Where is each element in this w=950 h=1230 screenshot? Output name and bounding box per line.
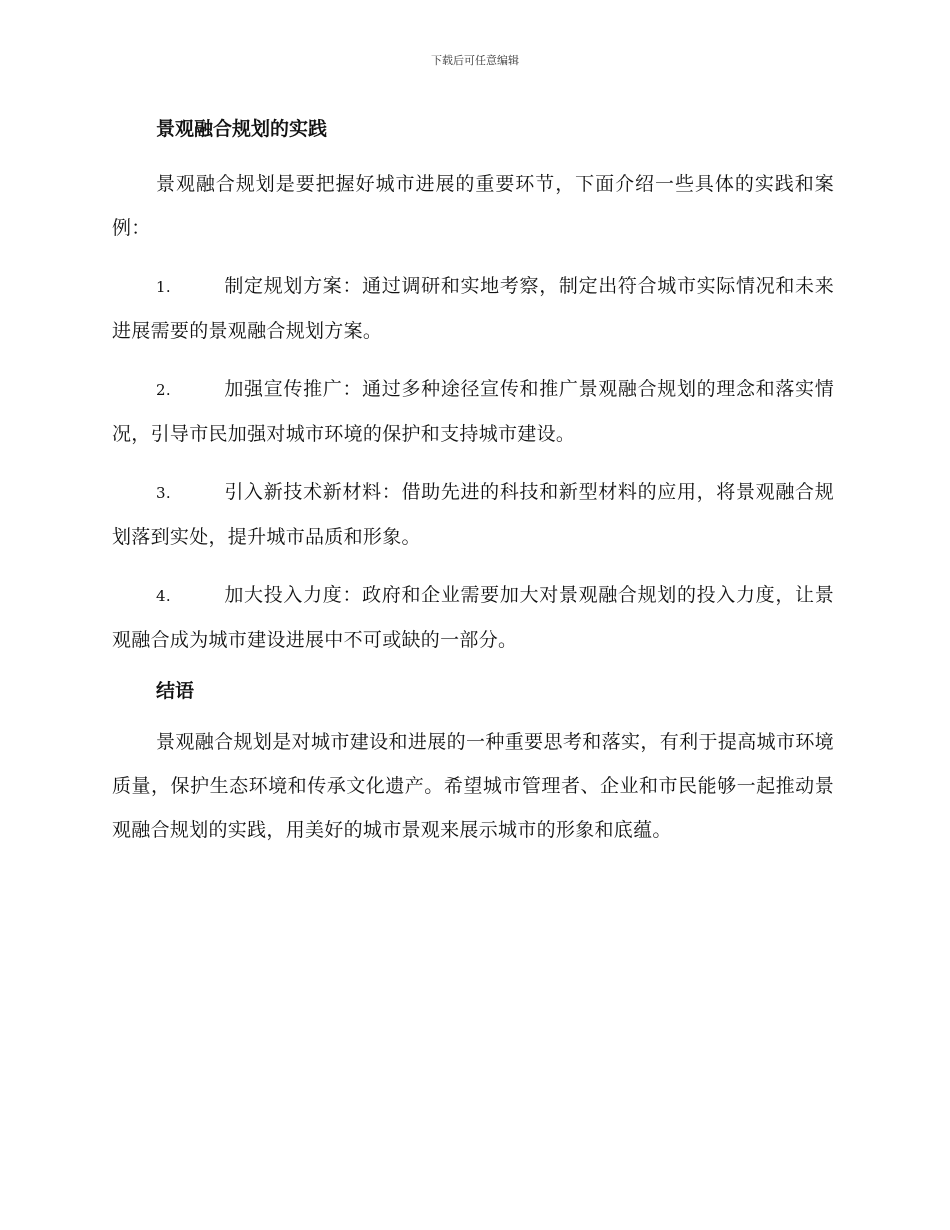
document-body [112, 110, 834, 852]
list-item [112, 573, 834, 662]
intro-paragraph: 景观融合规划是要把握好城市进展的重要环节，下面介绍一些具体的实践和案例： [112, 173, 834, 239]
list-text: 制定规划方案：通过调研和实地考察，制定出符合城市实际情况和未来进展需要的景观融合规划方案。 [112, 275, 834, 342]
list-text: 加大投入力度：政府和企业需要加大对景观融合规划的投入力度，让景观融合成为城市建设进展中不可或缺的一部分。 [112, 584, 834, 651]
list-number: 4. [156, 587, 171, 605]
list-text: 加强宣传推广：通过多种途径宣传和推广景观融合规划的理念和落实情况，引导市民加强对城市环境的保护和支持城市建设。 [112, 378, 834, 445]
list-number: 3. [156, 484, 171, 502]
list-item [112, 367, 834, 456]
section-title-practice: 景观融合规划的实践 [156, 118, 328, 140]
list-number: 1. [156, 278, 171, 296]
list-item [112, 264, 834, 353]
list-number: 2. [156, 381, 171, 399]
page-header-note: 下载后可任意编辑 [431, 54, 519, 67]
list-text: 引入新技术新材料：借助先进的科技和新型材料的应用，将景观融合规划落到实处，提升城市品质和形象。 [112, 481, 834, 548]
section-title-conclusion: 结语 [156, 680, 195, 702]
conclusion-paragraph: 景观融合规划是对城市建设和进展的一种重要思考和落实，有利于提高城市环境质量，保护生态环境和传承文化遗产。希望城市管理者、企业和市民能够一起推动景观融合规划的实践，用美好的城市景观来展示城市的形象和底蕴。 [112, 731, 834, 841]
list-item [112, 470, 834, 559]
